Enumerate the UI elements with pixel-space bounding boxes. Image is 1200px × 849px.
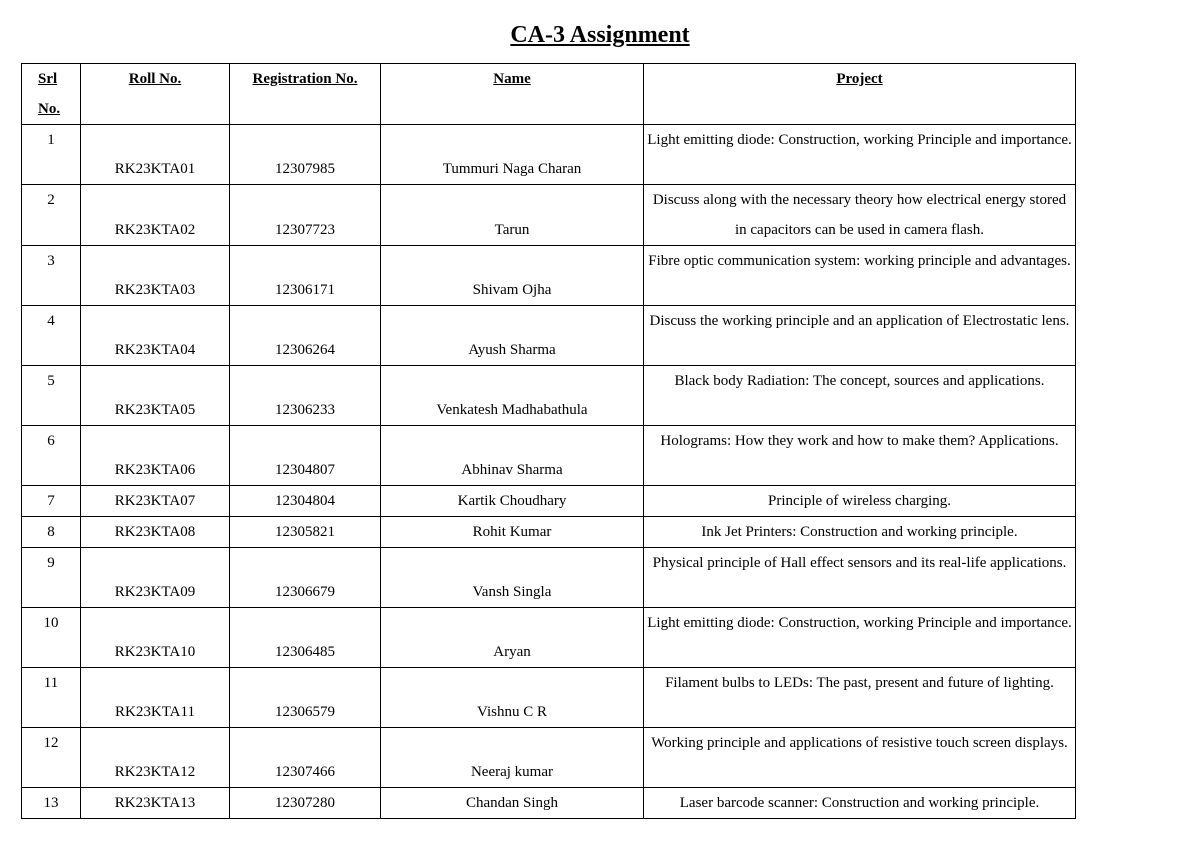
cell-srl-no: 7 [22,486,81,517]
table-row [22,486,1076,517]
cell-registration-no: 12307723 [230,185,381,246]
cell-roll-no: RK23KTA05 [81,366,230,426]
cell-name: Ayush Sharma [381,306,644,366]
cell-project: Filament bulbs to LEDs: The past, present and future of lighting. [644,668,1076,728]
cell-srl-no: 4 [22,306,81,366]
cell-roll-no: RK23KTA07 [81,486,230,517]
cell-roll-no: RK23KTA09 [81,548,230,608]
cell-registration-no: 12306233 [230,366,381,426]
table-row [22,548,1076,608]
cell-roll-no: RK23KTA08 [81,517,230,548]
table-row [22,426,1076,486]
header-registration-no: Registration No. [230,64,381,125]
cell-roll-no: RK23KTA06 [81,426,230,486]
cell-name: Kartik Choudhary [381,486,644,517]
cell-project: Light emitting diode: Construction, working Principle and importance. [644,125,1076,185]
cell-project: Fibre optic communication system: working principle and advantages. [644,246,1076,306]
document-title: CA-3 Assignment [510,22,690,48]
header-srl-no: Srl No. [22,64,81,125]
table-row [22,366,1076,426]
cell-srl-no: 1 [22,125,81,185]
table-row [22,608,1076,668]
cell-name: Abhinav Sharma [381,426,644,486]
cell-project: Black body Radiation: The concept, sources and applications. [644,366,1076,426]
cell-roll-no: RK23KTA04 [81,306,230,366]
cell-registration-no: 12306264 [230,306,381,366]
cell-registration-no: 12304804 [230,486,381,517]
table-row [22,788,1076,819]
cell-roll-no: RK23KTA12 [81,728,230,788]
table-row [22,728,1076,788]
table-row [22,668,1076,728]
table-row [22,185,1076,246]
cell-srl-no: 2 [22,185,81,246]
cell-registration-no: 12306485 [230,608,381,668]
cell-project: Discuss along with the necessary theory how electrical energy stored in capacitors can be used in camera flash. [644,185,1076,246]
cell-registration-no: 12304807 [230,426,381,486]
cell-roll-no: RK23KTA13 [81,788,230,819]
cell-roll-no: RK23KTA03 [81,246,230,306]
cell-name: Tarun [381,185,644,246]
cell-roll-no: RK23KTA02 [81,185,230,246]
header-roll-no: Roll No. [81,64,230,125]
cell-registration-no: 12306579 [230,668,381,728]
cell-name: Vishnu C R [381,668,644,728]
cell-project: Ink Jet Printers: Construction and working principle. [644,517,1076,548]
table-row [22,517,1076,548]
cell-registration-no: 12306171 [230,246,381,306]
cell-registration-no: 12307985 [230,125,381,185]
cell-registration-no: 12305821 [230,517,381,548]
cell-srl-no: 11 [22,668,81,728]
table-row [22,125,1076,185]
assignment-table [21,63,1076,819]
cell-name: Rohit Kumar [381,517,644,548]
cell-registration-no: 12306679 [230,548,381,608]
cell-srl-no: 5 [22,366,81,426]
header-project: Project [644,64,1076,125]
header-name: Name [381,64,644,125]
cell-name: Tummuri Naga Charan [381,125,644,185]
cell-srl-no: 3 [22,246,81,306]
table-row [22,306,1076,366]
cell-roll-no: RK23KTA10 [81,608,230,668]
cell-name: Aryan [381,608,644,668]
cell-name: Neeraj kumar [381,728,644,788]
table-header-row [22,64,1076,125]
cell-project: Holograms: How they work and how to make them? Applications. [644,426,1076,486]
cell-project: Laser barcode scanner: Construction and working principle. [644,788,1076,819]
cell-name: Shivam Ojha [381,246,644,306]
cell-project: Discuss the working principle and an application of Electrostatic lens. [644,306,1076,366]
cell-name: Chandan Singh [381,788,644,819]
table-row [22,246,1076,306]
cell-project: Working principle and applications of resistive touch screen displays. [644,728,1076,788]
cell-name: Venkatesh Madhabathula [381,366,644,426]
cell-srl-no: 13 [22,788,81,819]
cell-project: Physical principle of Hall effect sensors and its real-life applications. [644,548,1076,608]
cell-registration-no: 12307280 [230,788,381,819]
cell-roll-no: RK23KTA11 [81,668,230,728]
cell-srl-no: 6 [22,426,81,486]
cell-srl-no: 9 [22,548,81,608]
cell-srl-no: 10 [22,608,81,668]
cell-project: Principle of wireless charging. [644,486,1076,517]
table-body [22,125,1076,819]
cell-name: Vansh Singla [381,548,644,608]
cell-roll-no: RK23KTA01 [81,125,230,185]
cell-srl-no: 12 [22,728,81,788]
cell-project: Light emitting diode: Construction, working Principle and importance. [644,608,1076,668]
cell-srl-no: 8 [22,517,81,548]
cell-registration-no: 12307466 [230,728,381,788]
